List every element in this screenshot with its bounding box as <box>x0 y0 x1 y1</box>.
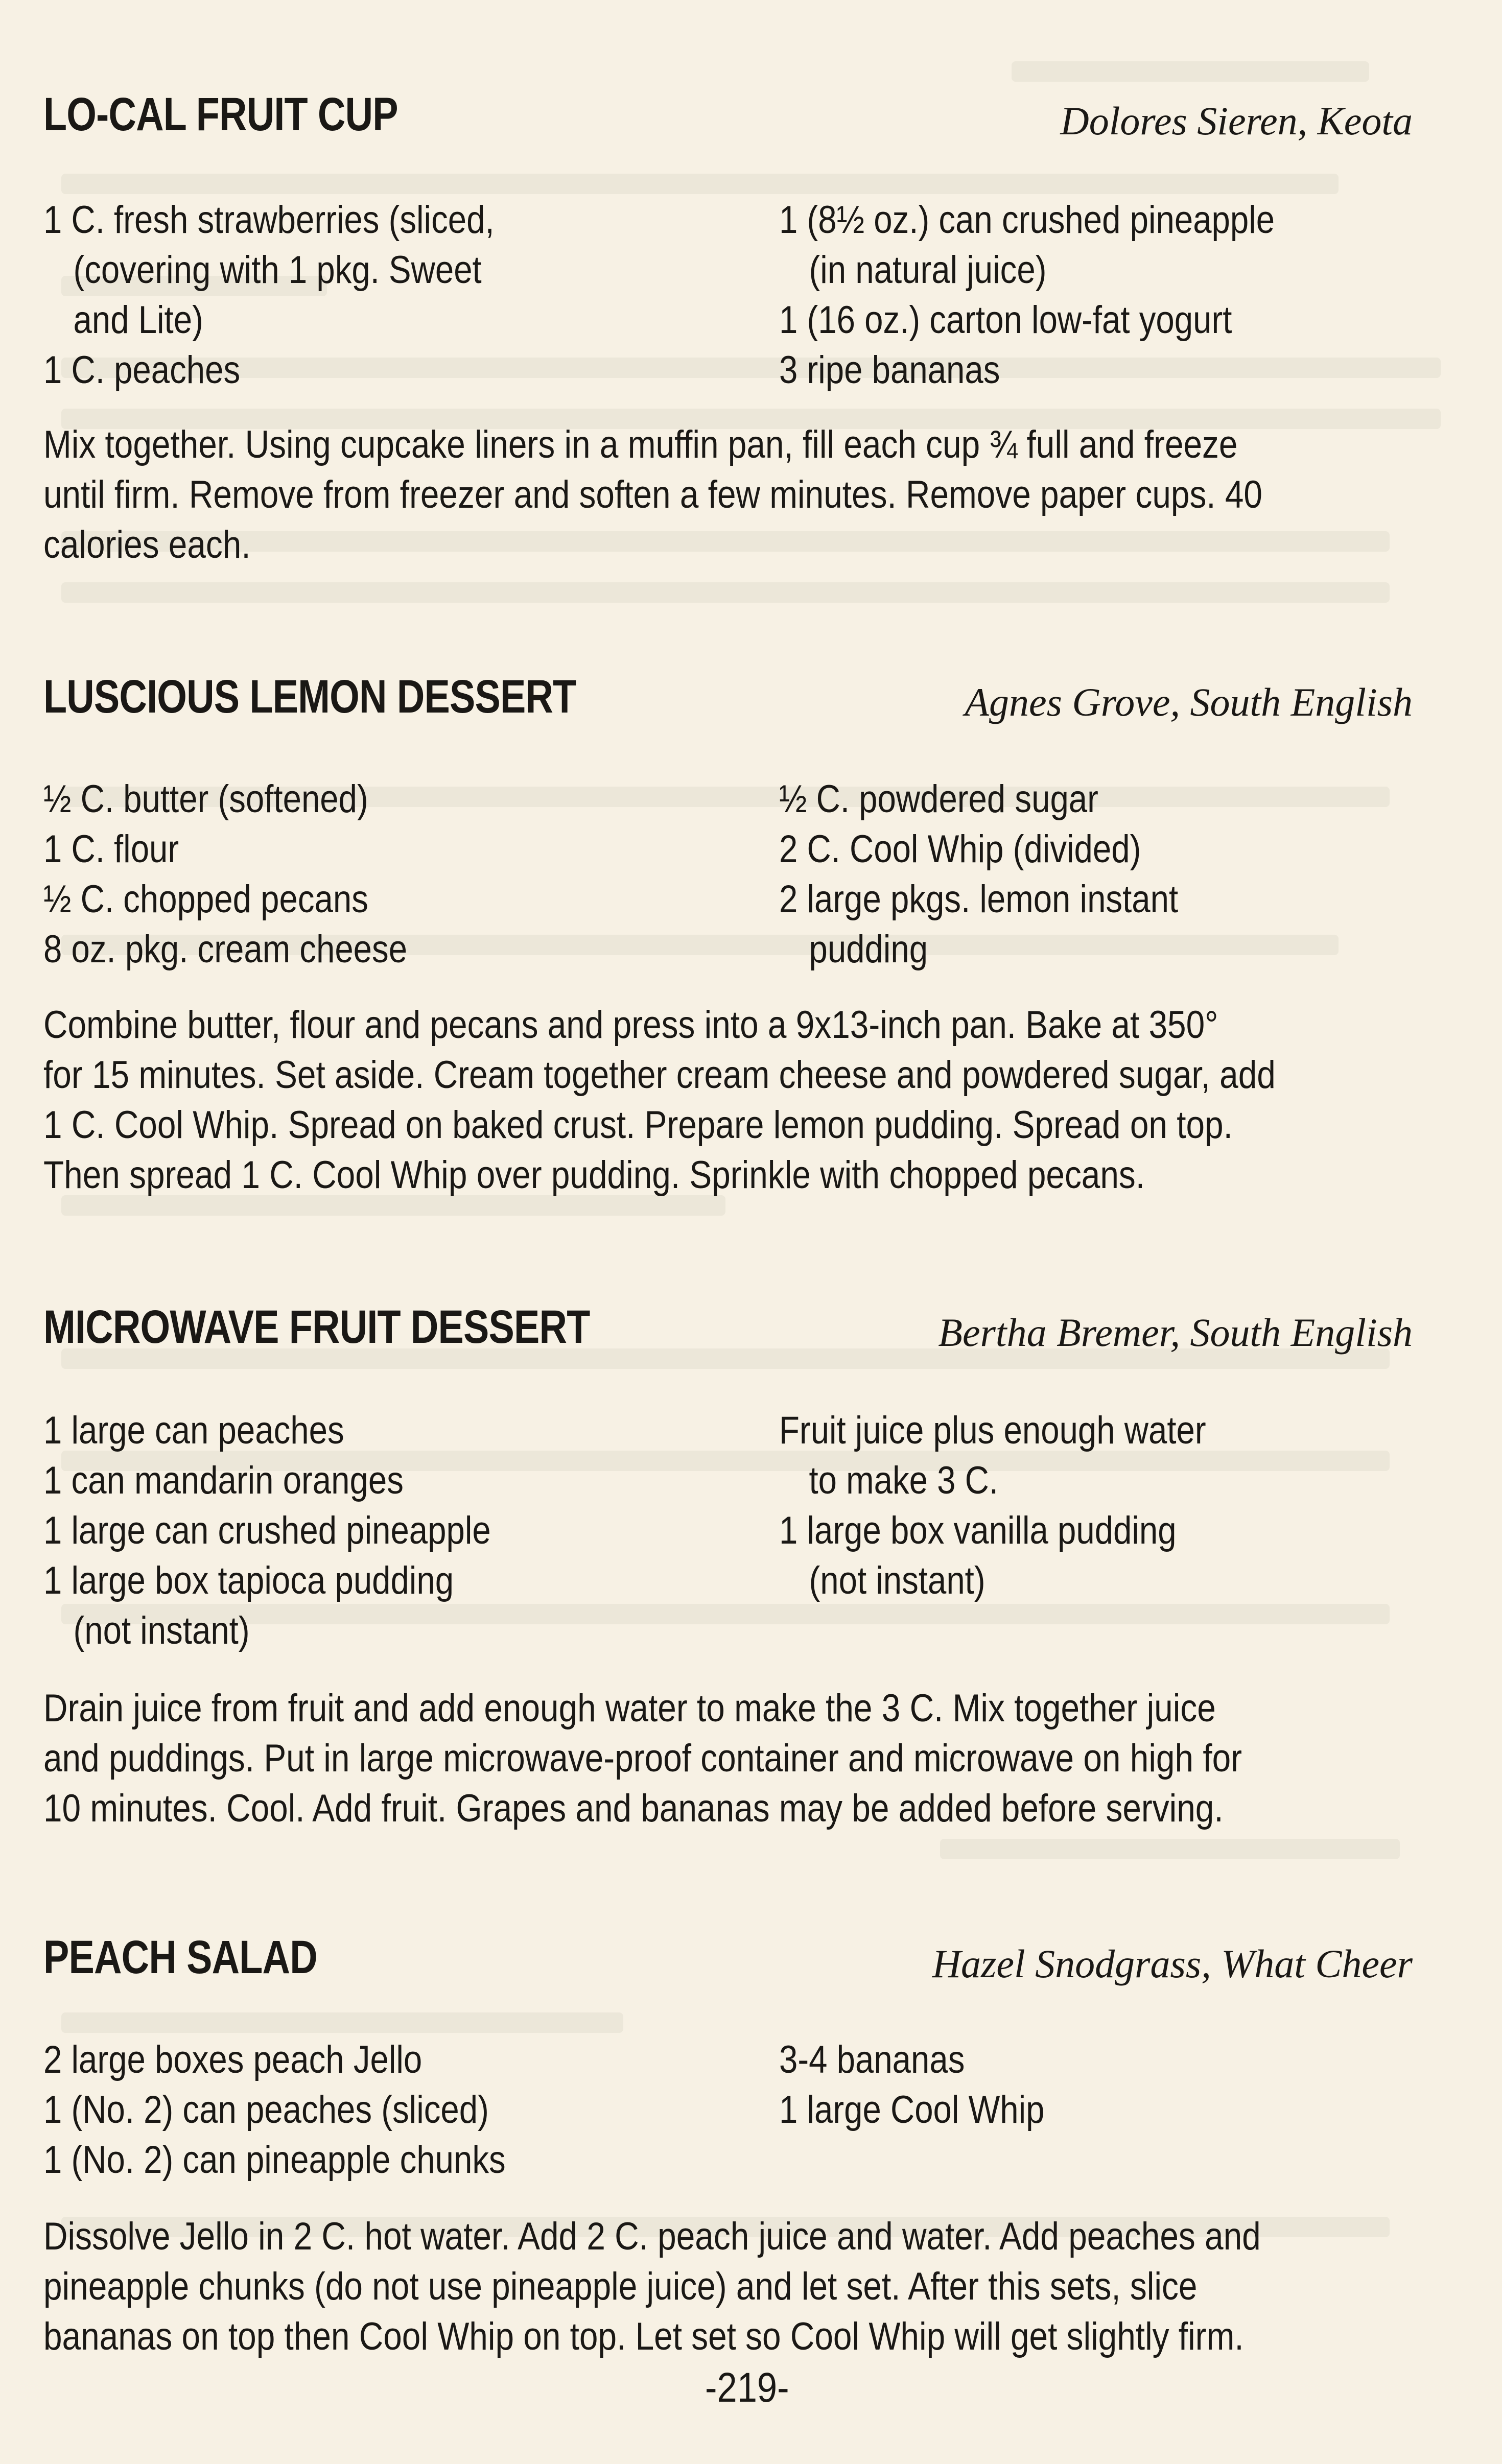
ingredient: 1 (No. 2) can peaches (sliced) <box>43 2088 489 2131</box>
ingredient: 1 C. flour <box>43 827 179 871</box>
recipe-method <box>43 420 1413 570</box>
method-line: bananas on top then Cool Whip on top. Let set so Cool Whip will get slightly firm. <box>43 2315 1244 2358</box>
page-number: -219- <box>705 2364 789 2411</box>
method-line: 1 C. Cool Whip. Spread on baked crust. Prepare lemon pudding. Spread on top. <box>43 1103 1233 1147</box>
ingredient: ½ C. chopped pecans <box>43 878 368 921</box>
ingredient: 1 can mandarin oranges <box>43 1459 404 1502</box>
ingredient: Fruit juice plus enough water to make 3 C. <box>779 1409 1206 1502</box>
ingredient: ½ C. powdered sugar <box>779 777 1098 821</box>
recipe-author: Bertha Bremer, South English <box>938 1310 1413 1355</box>
method-line: for 15 minutes. Set aside. Cream together cream cheese and powdered sugar, add <box>43 1053 1276 1097</box>
method-line: Mix together. Using cupcake liners in a muffin pan, fill each cup ¾ full and freeze <box>43 423 1238 466</box>
ingredient: ½ C. butter (softened) <box>43 777 368 821</box>
recipe-title: PEACH SALAD <box>43 1931 317 1983</box>
ingredient: 1 (16 oz.) carton low-fat yogurt <box>779 298 1232 342</box>
ingredient: 8 oz. pkg. cream cheese <box>43 928 408 971</box>
ingredients-right-column <box>779 1406 1413 1606</box>
cookbook-page <box>43 0 1413 2464</box>
method-line: Dissolve Jello in 2 C. hot water. Add 2 C. peach juice and water. Add peaches and <box>43 2215 1261 2258</box>
ingredient: 2 large pkgs. lemon instant pudding <box>779 878 1179 971</box>
ingredient: 2 C. Cool Whip (divided) <box>779 827 1141 871</box>
ingredient: 3-4 bananas <box>779 2038 965 2081</box>
ingredient: 1 large box tapioca pudding (not instant) <box>43 1559 454 1652</box>
method-line: Then spread 1 C. Cool Whip over pudding. Sprinkle with chopped pecans. <box>43 1153 1145 1197</box>
method-line: Combine butter, flour and pecans and press into a 9x13-inch pan. Bake at 350° <box>43 1003 1218 1047</box>
recipe-title: MICROWAVE FRUIT DESSERT <box>43 1301 590 1353</box>
ingredient: 1 large box vanilla pudding (not instant) <box>779 1509 1177 1602</box>
ingredient: 1 (8½ oz.) can crushed pineapple (in natural juice) <box>779 198 1275 292</box>
recipe-method <box>43 1000 1413 1200</box>
recipe-author: Agnes Grove, South English <box>965 680 1413 724</box>
ingredient: 1 large can peaches <box>43 1409 344 1452</box>
ingredient: 1 C. peaches <box>43 348 241 392</box>
ingredient: 1 large can crushed pineapple <box>43 1509 491 1552</box>
method-line: pineapple chunks (do not use pineapple juice) and let set. After this sets, slice <box>43 2265 1198 2308</box>
ingredients-right-column <box>779 2035 1413 2135</box>
ingredient: 2 large boxes peach Jello <box>43 2038 423 2081</box>
method-line: 10 minutes. Cool. Add fruit. Grapes and bananas may be added before serving. <box>43 1787 1224 1830</box>
ingredients-right-column <box>779 195 1413 395</box>
ingredients-left-column <box>43 2035 769 2185</box>
recipe-method <box>43 1684 1413 1834</box>
ingredient: 3 ripe bananas <box>779 348 1000 392</box>
method-line: Drain juice from fruit and add enough water to make the 3 C. Mix together juice <box>43 1687 1216 1730</box>
ingredient: 1 (No. 2) can pineapple chunks <box>43 2138 506 2182</box>
method-line: and puddings. Put in large microwave-proof container and microwave on high for <box>43 1737 1242 1780</box>
recipe-title: LUSCIOUS LEMON DESSERT <box>43 671 576 723</box>
recipe-author: Dolores Sieren, Keota <box>1060 99 1413 143</box>
method-line: until firm. Remove from freezer and soften a few minutes. Remove paper cups. 40 <box>43 473 1262 516</box>
ingredients-left-column <box>43 774 769 975</box>
recipe-title: LO-CAL FRUIT CUP <box>43 88 398 140</box>
recipe-author: Hazel Snodgrass, What Cheer <box>932 1941 1413 1986</box>
ingredient: 1 C. fresh strawberries (sliced, (covering with 1 pkg. Sweet and Lite) <box>43 198 495 342</box>
method-line: calories each. <box>43 523 251 566</box>
ingredients-left-column <box>43 1406 769 1656</box>
recipe-method <box>43 2212 1413 2362</box>
ingredients-left-column <box>43 195 769 395</box>
ingredients-right-column <box>779 774 1413 975</box>
ingredient: 1 large Cool Whip <box>779 2088 1045 2131</box>
